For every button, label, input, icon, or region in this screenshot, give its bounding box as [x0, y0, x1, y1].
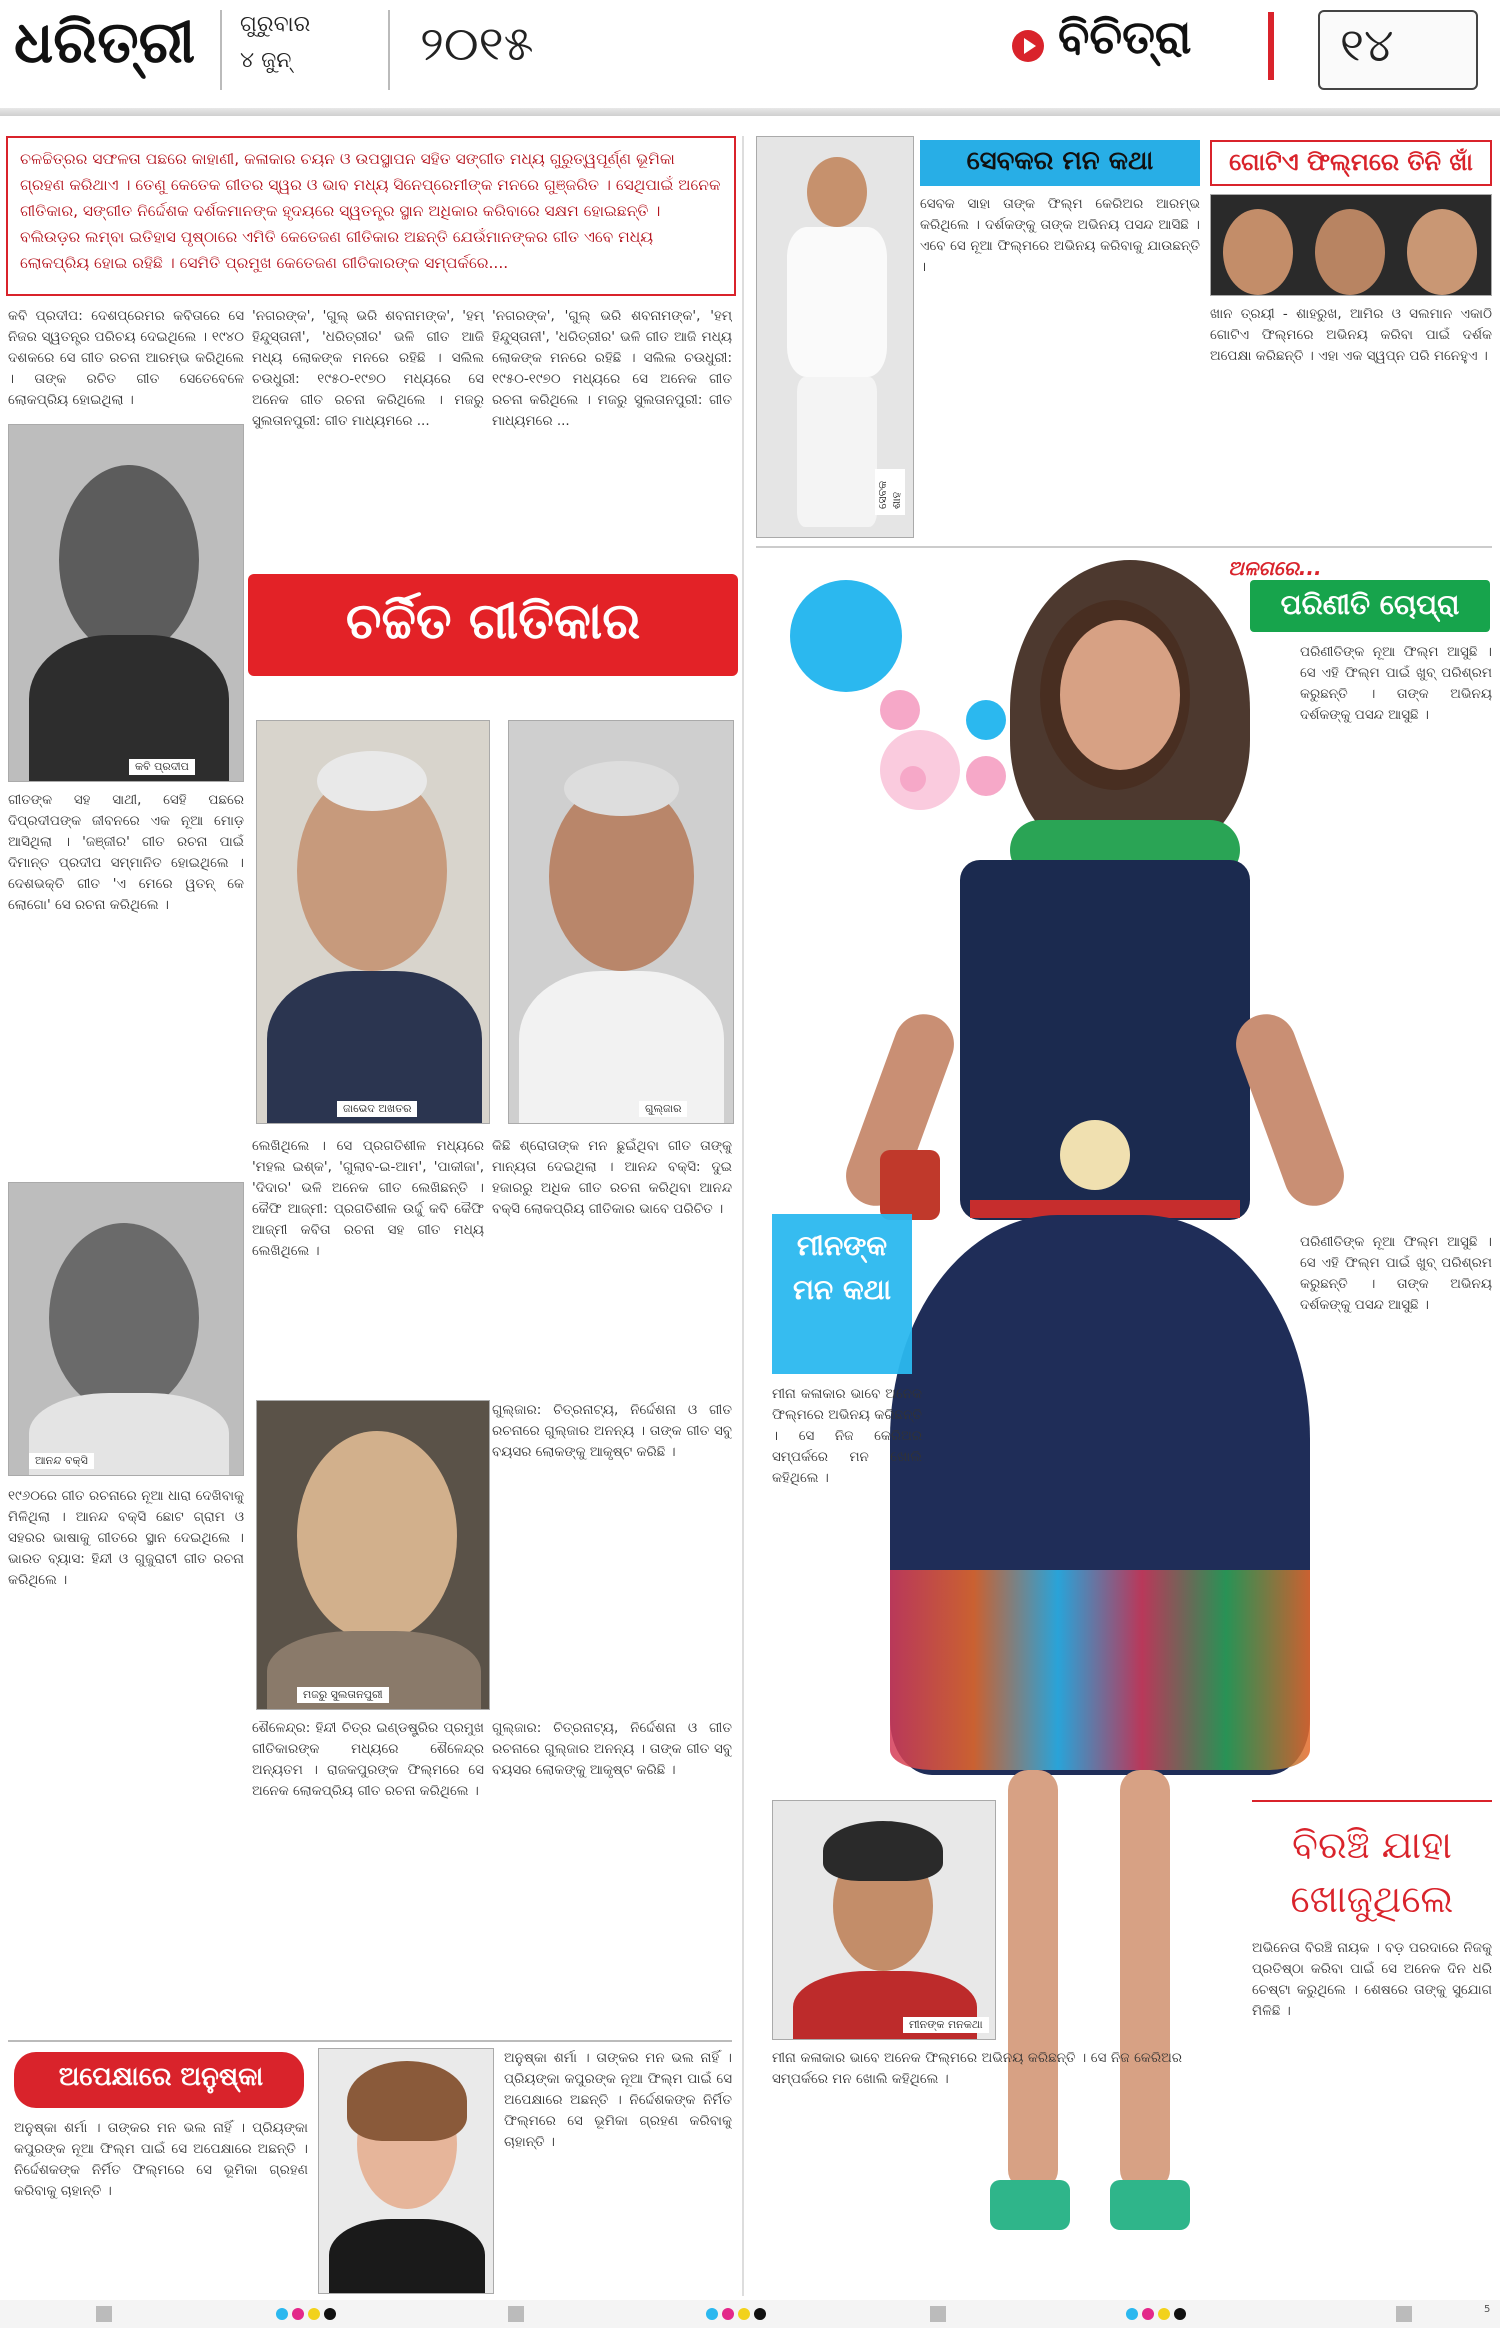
dress-pattern: [890, 1570, 1310, 1770]
section-rule: [8, 2040, 732, 2042]
column-1-top-text: କବି ପ୍ରଦୀପ: ଦେଶପ୍ରେମର କବିତାରେ ସେ ନିଜର ସ୍ୱତନ୍ତ୍ର ପରିଚୟ ଦେଇଥିଲେ । ୧୯୪୦ ଦଶକରେ ସେ ଗୀତ ରଚନା ଆରମ୍ଭ କରିଥିଲେ । ତାଙ୍କ ରଚିତ ଗୀତ ସେତେବେଳେ ଲୋକପ୍ରିୟ ହୋଇଥିଲା ।: [8, 308, 244, 408]
caption-kavi-pradeep: କବି ପ୍ରଦୀପ: [129, 759, 195, 775]
gulzar-photo: [508, 720, 734, 1124]
day-label: ଗୁରୁବାର: [240, 12, 311, 37]
divider: [388, 10, 390, 90]
registration-mark: [722, 2308, 734, 2320]
meenanka-body: ମୀନା କଳାକାର ଭାବେ ଅନେକ ଫିଲ୍ମରେ ଅଭିନୟ କରିଛନ୍ତି । ସେ ନିଜ କେରିଅର ସମ୍ପର୍କରେ ମନ ଖୋଲି କହିଥିଲେ ।: [772, 1386, 922, 1486]
main-headline: ଚର୍ଚ୍ଚିତ ଗୀତିକାର: [345, 592, 641, 650]
sevak-body: ସେବକ ସାହା ତାଙ୍କ ଫିଲ୍ମ କେରିଅର ଆରମ୍ଭ କରିଥିଲେ । ଦର୍ଶକଙ୍କୁ ତାଙ୍କ ଅଭିନୟ ପସନ୍ଦ ଆସିଛି । ଏବେ ସେ ନୂଆ ଫିଲ୍ମରେ ଅଭିନୟ କରିବାକୁ ଯାଉଛନ୍ତି ।: [920, 196, 1200, 275]
anushka-photo: [318, 2048, 494, 2294]
caption-sevak: ସେବକ ଶାହ: [875, 469, 905, 515]
three-khans-headline: ଗୋଟିଏ ଫିଲ୍ମରେ ତିନି ଖାଁ: [1229, 148, 1473, 176]
header-rule: [0, 108, 1500, 116]
column-3-lower-text: ଗୁଲ୍ଜାର: ଚିତ୍ରନାଟ୍ୟ, ନିର୍ଦ୍ଦେଶନା ଓ ଗୀତ ରଚନାରେ ଗୁଲ୍ଜାର ଅନନ୍ୟ । ତାଙ୍କ ଗୀତ ସବୁ ବୟସର ଲୋକଙ୍କୁ ଆକୃଷ୍ଟ କରିଛି ।: [492, 1402, 732, 1460]
registration-mark: [1126, 2308, 1138, 2320]
column-3-bottom-text: ଗୁଲ୍ଜାର: ଚିତ୍ରନାଟ୍ୟ, ନିର୍ଦ୍ଦେଶନା ଓ ଗୀତ ରଚନାରେ ଗୁଲ୍ଜାର ଅନନ୍ୟ । ତାଙ୍କ ଗୀତ ସବୁ ବୟସର ଲୋକଙ୍କୁ ଆକୃଷ୍ଟ କରିଛି ।: [492, 1720, 732, 1778]
anushka-body-continued: ଅନୁଷ୍କା ଶର୍ମା । ତାଙ୍କର ମନ ଭଲ ନାହିଁ । ପ୍ରିୟଙ୍କା କପୁରଙ୍କ ନୂଆ ଫିଲ୍ମ ପାଇଁ ସେ ଅପେକ୍ଷାରେ ଅଛନ୍ତି । ନିର୍ଦ୍ଦେଶକଙ୍କ ନିର୍ମିତ ଫିଲ୍ମରେ ସେ ଭୂମିକା ଗ୍ରହଣ କରିବାକୁ ଚାହାନ୍ତି ।: [504, 2050, 732, 2150]
registration-mark: [754, 2308, 766, 2320]
biranchi-headline: ବିରଞ୍ଚି ଯାହା ଖୋଜୁଥିଲେ: [1290, 1823, 1454, 1921]
divider: [220, 10, 222, 90]
majrooh-photo: [256, 1400, 490, 1710]
section-rule: [1252, 1800, 1492, 1802]
meenanka-body-continued: ମୀନା କଳାକାର ଭାବେ ଅନେକ ଫିଲ୍ମରେ ଅଭିନୟ କରିଛନ୍ତି । ସେ ନିଜ କେରିଅର ସମ୍ପର୍କରେ ମନ ଖୋଲି କହିଥିଲେ ।: [772, 2050, 1182, 2087]
registration-mark: [1158, 2308, 1170, 2320]
column-2-mid-text: ଲେଖିଥିଲେ । ସେ ପ୍ରଗତିଶୀଳ ମଧ୍ୟରେ 'ମହଲ ଇଶ୍କ', 'ଗୁଲାବ-ଇ-ଆମ', 'ପାକୀଜା', 'ଦିଦାର' ଭଳି ଅନେକ ଗୀତ ଲେଖିଛନ୍ତି । କୈଫି ଆଜ୍ମୀ: ପ୍ରଗତିଶୀଳ ଉର୍ଦ୍ଦୁ କବି କୈଫି ଆଜ୍ମୀ କବିତା ରଚନା ସହ ଗୀତ ମଧ୍ୟ ଲେଖିଥିଲେ ।: [252, 1138, 484, 1259]
registration-mark: [930, 2306, 946, 2322]
column-3-mid-text: କିଛି ଶ୍ରୋତାଙ୍କ ମନ ଛୁଇଁଥିବା ଗୀତ ତାଙ୍କୁ ମାନ୍ୟତା ଦେଇଥିଲା । ଆନନ୍ଦ ବକ୍ସି: ଦୁଇ ହଜାରରୁ ଅଧିକ ଗୀତ ରଚନା କରିଥିବା ଆନନ୍ଦ ବକ୍ସି ଲୋକପ୍ରିୟ ଗୀତିକାର ଭାବେ ପରିଚିତ ।: [492, 1138, 732, 1217]
column-3-top-text: 'ନଗରଙ୍କ', 'ଗୁଲ୍ ଭରି ଶବନାମଙ୍କ', 'ହମ୍ ହିନ୍ଦୁସ୍ତାନୀ', 'ଧରିତ୍ରୀର' ଭଳି ଗୀତ ଆଜି ମଧ୍ୟ ଲୋକଙ୍କ ମନରେ ରହିଛି । ସଲିଲ ଚଉଧୁରୀ: ୧୯୫୦-୧୯୭୦ ମଧ୍ୟରେ ସେ ଅନେକ ଗୀତ ରଚନା କରିଥିଲେ । ମଜରୁ ସୁଲତାନପୁରୀ: ଗୀତ ମାଧ୍ୟମରେ ...: [492, 308, 732, 429]
play-icon: [1012, 30, 1044, 62]
registration-mark: [1142, 2308, 1154, 2320]
three-khans-photo: [1210, 194, 1492, 296]
biranchi-body: ଅଭିନେତା ବିରଞ୍ଚି ନାୟକ । ବଡ଼ ପରଦାରେ ନିଜକୁ ପ୍ରତିଷ୍ଠା କରିବା ପାଇଁ ସେ ଅନେକ ଦିନ ଧରି ଚେଷ୍ଟା କରୁଥିଲେ । ଶେଷରେ ତାଙ୍କୁ ସୁଯୋଗ ମିଳିଛି ।: [1252, 1940, 1492, 2019]
caption-meena: ମୀନଙ୍କ ମନକଥା: [903, 2017, 989, 2033]
registration-mark: [1174, 2308, 1186, 2320]
face: [1060, 620, 1180, 770]
javed-akhtar-photo: [256, 720, 490, 1124]
bangles: [880, 1150, 940, 1220]
registration-mark: [324, 2308, 336, 2320]
parineeti-kicker: ଅଳଗରେ...: [1228, 556, 1322, 580]
registration-mark: [706, 2308, 718, 2320]
anand-bakshi-photo: [8, 1182, 244, 1476]
anushka-body: ଅନୁଷ୍କା ଶର୍ମା । ତାଙ୍କର ମନ ଭଲ ନାହିଁ । ପ୍ରିୟଙ୍କା କପୁରଙ୍କ ନୂଆ ଫିଲ୍ମ ପାଇଁ ସେ ଅପେକ୍ଷାରେ ଅଛନ୍ତି । ନିର୍ଦ୍ଦେଶକଙ୍କ ନିର୍ମିତ ଫିଲ୍ମରେ ସେ ଭୂମିକା ଗ୍ରହଣ କରିବାକୁ ଚାହାନ୍ତି ।: [14, 2120, 308, 2199]
masthead: [0, 0, 1500, 110]
anushka-headline: ଅପେକ୍ଷାରେ ଅନୁଷ୍କା: [58, 2062, 264, 2092]
year-label: ୨୦୧୫: [420, 16, 534, 72]
registration-mark: [308, 2308, 320, 2320]
page-mark: 5: [1484, 2304, 1491, 2315]
parineeti-body-continued: ପରିଣୀତିଙ୍କ ନୂଆ ଫିଲ୍ମ ଆସୁଛି । ସେ ଏହି ଫିଲ୍ମ ପାଇଁ ଖୁବ୍ ପରିଶ୍ରମ କରୁଛନ୍ତି । ତାଙ୍କ ଅଭିନୟ ଦର୍ଶକଙ୍କୁ ପସନ୍ଦ ଆସୁଛି ।: [1300, 1234, 1492, 1313]
column-separator: [742, 136, 744, 2296]
section-title: ବିଚିତ୍ରା: [1058, 10, 1192, 64]
column-1-bottom-text: ୧୯୬୦ରେ ଗୀତ ରଚନାରେ ନୂଆ ଧାରା ଦେଖିବାକୁ ମିଳିଥିଲା । ଆନନ୍ଦ ବକ୍ସି ଛୋଟ ଗ୍ରାମ ଓ ସହରର ଭାଷାକୁ ଗୀତରେ ସ୍ଥାନ ଦେଇଥିଲେ । ଭାରତ ବ୍ୟାସ: ହିନ୍ଦୀ ଓ ଗୁଜୁରାଟୀ ଗୀତ ରଚନା କରିଥିଲେ ।: [8, 1488, 244, 1588]
three-khans-body: ଖାନ ତ୍ରୟୀ - ଶାହରୁଖ, ଆମିର ଓ ସଲମାନ ଏକାଠି ଗୋଟିଏ ଫିଲ୍ମରେ ଅଭିନୟ କରିବା ପାଇଁ ଦର୍ଶକ ଅପେକ୍ଷା କରିଛନ୍ତି । ଏହା ଏକ ସ୍ୱପ୍ନ ପରି ମନେହୁଏ ।: [1210, 306, 1492, 364]
registration-mark: [1396, 2306, 1412, 2322]
registration-mark: [276, 2308, 288, 2320]
section-divider: [1268, 12, 1274, 80]
kavi-pradeep-photo: [8, 424, 244, 782]
caption-javed: ଜାଭେଦ ଅଖତର: [337, 1101, 417, 1117]
registration-mark: [292, 2308, 304, 2320]
parineeti-headline: ପରିଣୀତି ଚୋପ୍ରା: [1280, 588, 1460, 621]
newspaper-logo: ଧରିତ୍ରୀ: [14, 8, 196, 76]
caption-majrooh: ମଜରୁ ସୁଲତାନପୁରୀ: [297, 1687, 389, 1703]
intro-box: ଚଳଚ୍ଚିତ୍ରର ସଫଳତା ପଛରେ କାହାଣୀ, କଳାକାର ଚୟନ ଓ ଉପସ୍ଥାପନ ସହିତ ସଙ୍ଗୀତ ମଧ୍ୟ ଗୁରୁତ୍ୱପୂର୍ଣ୍ଣ ଭୂମିକା ଗ୍ରହଣ କରିଥାଏ । ତେଣୁ କେତେକ ଗୀତର ସ୍ୱର ଓ ଭାବ ମଧ୍ୟ ସିନେପ୍ରେମୀଙ୍କ ମନରେ ଗୁଞ୍ଜରିତ । ସେଥିପାଇଁ ଅନେକ ଗୀତିକାର, ସଙ୍ଗୀତ ନିର୍ଦ୍ଦେଶକ ଦର୍ଶକମାନଙ୍କ ହୃଦୟରେ ସ୍ୱତନ୍ତ୍ର ସ୍ଥାନ ଅଧିକାର କରିବାରେ ସକ୍ଷମ ହୋଇଛନ୍ତି । ବଲିଉଡ଼ର ଲମ୍ବା ଇତିହାସ ପୃଷ୍ଠାରେ ଏମିତି କେତେଜଣ ଗୀତିକାର ଅଛନ୍ତି ଯେଉଁମାନଙ୍କର ଗୀତ ଏବେ ମଧ୍ୟ ଲୋକପ୍ରିୟ ହୋଇ ରହିଛି । ସେମିତି ପ୍ରମୁଖ କେତେଜଣ ଗୀତିକାରଙ୍କ ସମ୍ପର୍କରେ....: [6, 136, 736, 296]
footer-bar: [0, 2300, 1500, 2328]
sevak-headline: ସେବକର ମନ କଥା: [966, 146, 1154, 176]
date-label: ୪ ଜୁନ୍: [240, 48, 292, 73]
caption-anand-bakshi: ଆନନ୍ଦ ବକ୍ସି: [29, 1453, 94, 1469]
caption-gulzar: ଗୁଲ୍ଜାର: [639, 1101, 687, 1117]
column-2-bottom-text: ଶୈଳେନ୍ଦ୍ର: ହିନ୍ଦୀ ଚିତ୍ର ଇଣ୍ଡଷ୍ଟ୍ରିର ପ୍ରମୁଖ ଗୀତିକାରଙ୍କ ମଧ୍ୟରେ ଶୈଳେନ୍ଦ୍ର ଅନ୍ୟତମ । ରାଜକପୁରଙ୍କ ଫିଲ୍ମରେ ସେ ଅନେକ ଲୋକପ୍ରିୟ ଗୀତ ରଚନା କରିଥିଲେ ।: [252, 1720, 484, 1799]
meenanka-headline: ମୀନଙ୍କ ମନ କଥା: [792, 1229, 891, 1306]
parineeti-body: ପରିଣୀତିଙ୍କ ନୂଆ ଫିଲ୍ମ ଆସୁଛି । ସେ ଏହି ଫିଲ୍ମ ପାଇଁ ଖୁବ୍ ପରିଶ୍ରମ କରୁଛନ୍ତି । ତାଙ୍କ ଅଭିନୟ ଦର୍ଶକଙ୍କୁ ପସନ୍ଦ ଆସୁଛି ।: [1300, 644, 1492, 723]
column-1-mid-text: ଗୀତଙ୍କ ସହ ସାଥୀ, ସେହି ପଛରେ ଦିପ୍ରଦୀପଙ୍କ ଜୀବନରେ ଏକ ନୂଆ ମୋଡ଼ ଆସିଥିଲା । 'ଜଞ୍ଜୀର' ଗୀତ ରଚନା ପାଇଁ ଦିମାନ୍ତ ପ୍ରଦୀପ ସମ୍ମାନିତ ହୋଇଥିଲେ । ଦେଶଭକ୍ତି ଗୀତ 'ଏ ମେରେ ୱତନ୍ କେ ଲୋଗୋ' ସେ ରଚନା କରିଥିଲେ ।: [8, 792, 244, 913]
column-2-top-text: 'ନଗରଙ୍କ', 'ଗୁଲ୍ ଭରି ଶବନାମଙ୍କ', 'ହମ୍ ହିନ୍ଦୁସ୍ତାନୀ', 'ଧରିତ୍ରୀର' ଭଳି ଗୀତ ଆଜି ମଧ୍ୟ ଲୋକଙ୍କ ମନରେ ରହିଛି । ସଲିଲ ଚଉଧୁରୀ: ୧୯୫୦-୧୯୭୦ ମଧ୍ୟରେ ସେ ଅନେକ ଗୀତ ରଚନା କରିଥିଲେ । ମଜରୁ ସୁଲତାନପୁରୀ: ଗୀତ ମାଧ୍ୟମରେ ...: [252, 308, 484, 429]
registration-mark: [96, 2306, 112, 2322]
section-rule: [756, 546, 1492, 548]
page-number: ୧୪: [1340, 18, 1394, 72]
pendant: [1060, 1120, 1130, 1190]
sevak-photo: [756, 136, 914, 538]
registration-mark: [508, 2306, 524, 2322]
registration-mark: [738, 2308, 750, 2320]
meena-photo: [772, 1800, 996, 2040]
